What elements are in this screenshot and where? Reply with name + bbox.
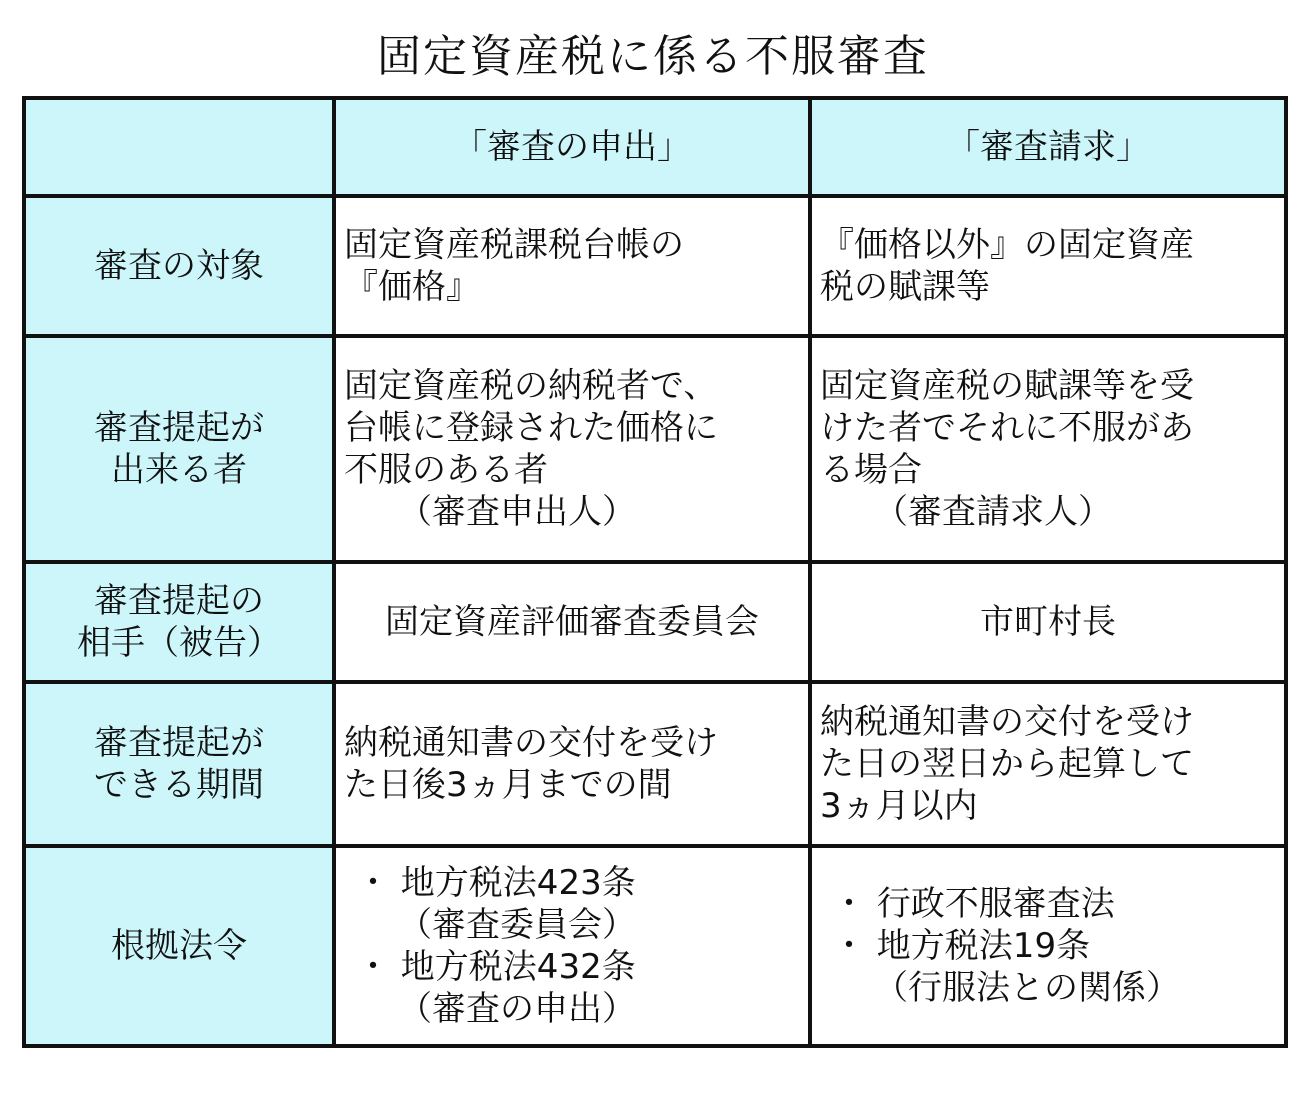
table-cell <box>334 846 810 1046</box>
row-header-line: 審査提起が <box>94 723 264 763</box>
row-header-line: 審査提起の <box>94 581 264 621</box>
row-header-line: 出来る者 <box>111 450 247 490</box>
row-header-line: 相手（被告） <box>77 623 281 663</box>
table-cell <box>810 196 1286 336</box>
table-row-審査の対象 <box>24 196 1286 336</box>
row-header <box>24 336 334 562</box>
cell-line: 納税通知書の交付を受け <box>344 723 718 763</box>
row-header <box>24 846 334 1046</box>
table-row-根拠法令 <box>24 846 1286 1046</box>
row-header-line: 根拠法令 <box>111 926 247 966</box>
row-header-line: 審査提起が <box>94 408 264 448</box>
row-header <box>24 196 334 336</box>
table-cell <box>334 336 810 562</box>
cell-line: （審査の申出） <box>398 989 636 1029</box>
document-title: 固定資産税に係る不服審査 <box>377 31 929 82</box>
table-cell <box>810 682 1286 846</box>
cell-line: 台帳に登録された価格に <box>344 408 718 448</box>
cell-line: 固定資産税の納税者で、 <box>344 366 718 406</box>
comparison-table <box>22 96 1288 1048</box>
cell-line: る場合 <box>820 450 922 490</box>
cell-line: た日後3ヵ月までの間 <box>344 765 672 805</box>
cell-line: 固定資産評価審査委員会 <box>385 602 759 642</box>
cell-line: 『価格以外』の固定資産 <box>820 225 1194 265</box>
cell-line: （審査請求人） <box>874 492 1112 532</box>
header-col-審査の申出: 「審査の申出」 <box>334 98 810 196</box>
table-row-審査提起が出来る者 <box>24 336 1286 562</box>
table-cell <box>334 682 810 846</box>
header-row <box>24 98 1286 196</box>
row-header-line: 審査の対象 <box>94 246 264 286</box>
row-header-line: できる期間 <box>94 765 264 805</box>
header-blank-cell <box>24 98 334 196</box>
cell-line: 税の賦課等 <box>820 267 990 307</box>
cell-line: 3ヵ月以内 <box>820 786 978 826</box>
row-header <box>24 682 334 846</box>
table-cell <box>334 562 810 682</box>
table-row-審査提起ができる期間 <box>24 682 1286 846</box>
table-cell <box>334 196 810 336</box>
row-header <box>24 562 334 682</box>
table-cell <box>810 846 1286 1046</box>
bullet-item: ・ 地方税法423条 <box>356 863 636 903</box>
cell-line: 不服のある者 <box>344 450 548 490</box>
cell-line: た日の翌日から起算して <box>820 744 1194 784</box>
cell-line: けた者でそれに不服があ <box>820 408 1194 448</box>
cell-line: （審査委員会） <box>398 905 636 945</box>
table-cell <box>810 336 1286 562</box>
cell-line: （行服法との関係） <box>874 968 1180 1008</box>
header-col-審査請求: 「審査請求」 <box>810 98 1286 196</box>
bullet-item: ・ 行政不服審査法 <box>832 884 1115 924</box>
cell-line: （審査申出人） <box>398 492 636 532</box>
cell-line: 固定資産税課税台帳の <box>344 225 684 265</box>
cell-line: 市町村長 <box>980 602 1116 642</box>
cell-line: 納税通知書の交付を受け <box>820 702 1194 742</box>
cell-line: 『価格』 <box>344 267 480 307</box>
bullet-item: ・ 地方税法432条 <box>356 947 636 987</box>
cell-line: 固定資産税の賦課等を受 <box>820 366 1194 406</box>
bullet-item: ・ 地方税法19条 <box>832 926 1091 966</box>
table-row-審査提起の相手 <box>24 562 1286 682</box>
table-cell <box>810 562 1286 682</box>
